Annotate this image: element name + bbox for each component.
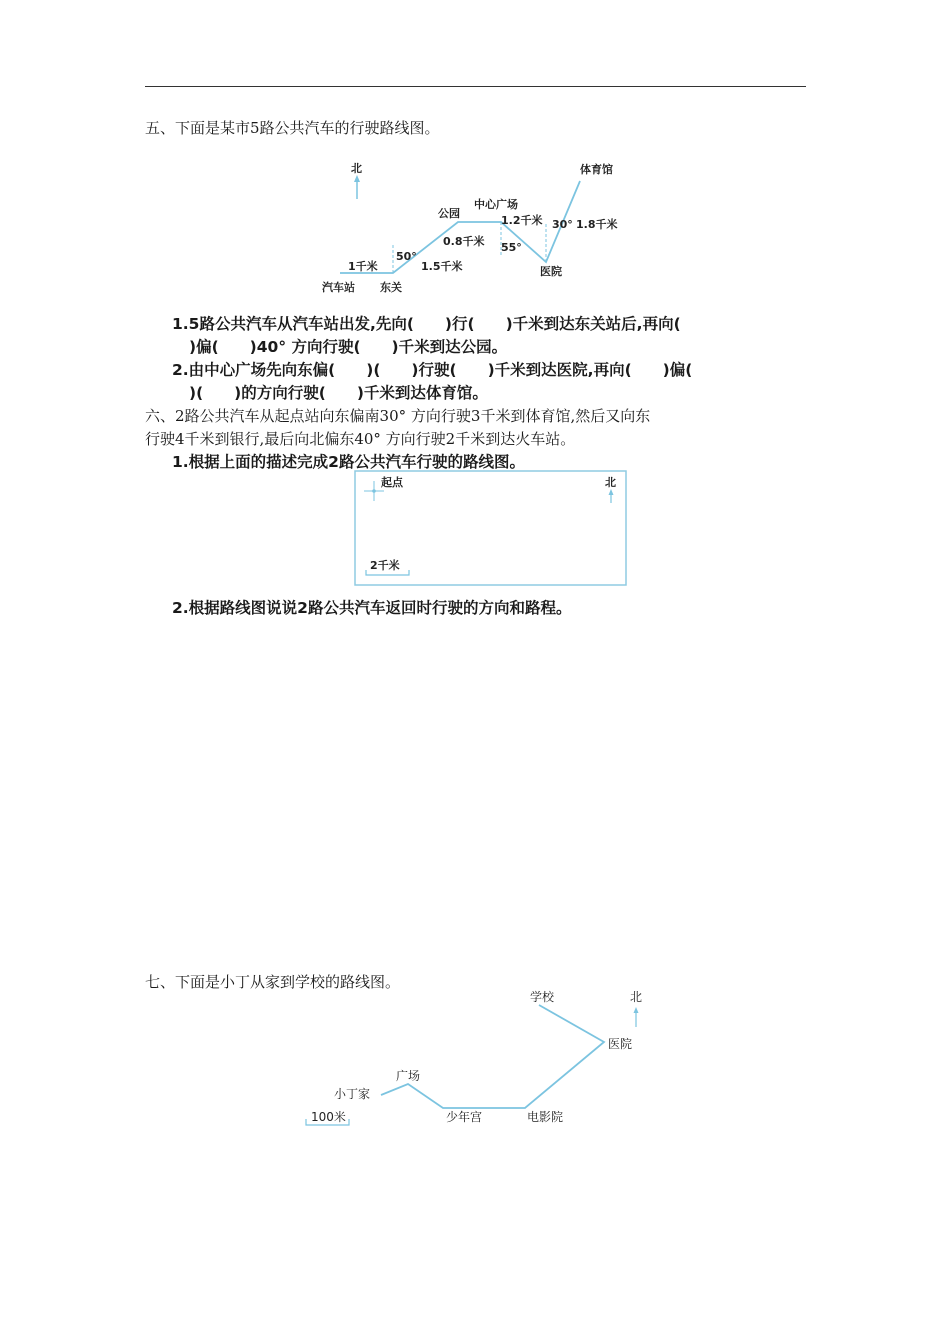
- s6-question1: 1.根据上面的描述完成2路公共汽车行驶的路线图。: [172, 453, 525, 471]
- s5-question1-line2: )偏( )40° 方向行驶( )千米到达公园。: [189, 338, 508, 356]
- section6-heading-line2: 行驶4千米到银行,最后向北偏东40° 方向行驶2千米到达火车站。: [145, 430, 576, 448]
- station-bus-station: 汽车站: [322, 281, 355, 294]
- place-square: 广场: [396, 1069, 421, 1083]
- section6-heading-line1: 六、2路公共汽车从起点站向东偏南30° 方向行驶3千米到体育馆,然后又向东: [145, 407, 651, 425]
- place-home: 小丁家: [334, 1087, 371, 1101]
- station-park: 公园: [438, 207, 460, 220]
- place-cinema: 电影院: [527, 1110, 564, 1124]
- place-hospital: 医院: [608, 1037, 633, 1051]
- section7-heading: 七、下面是小丁从家到学校的路线图。: [145, 973, 401, 991]
- s6-question2: 2.根据路线图说说2路公共汽车返回时行驶的方向和路程。: [172, 599, 572, 617]
- s5-question1-line1: 1.5路公共汽车从汽车站出发,先向( )行( )千米到达东关站后,再向(: [172, 315, 681, 333]
- north-label-3: 北: [630, 990, 643, 1004]
- distance-5: 1.8千米: [576, 218, 618, 231]
- north-label-2: 北: [605, 476, 616, 489]
- s5-question2-line2: )( )的方向行驶( )千米到达体育馆。: [189, 384, 488, 402]
- scale-label-2: 100米: [311, 1110, 346, 1124]
- start-label: 起点: [381, 476, 403, 489]
- place-school: 学校: [530, 990, 555, 1004]
- station-stadium: 体育馆: [580, 163, 613, 176]
- home-to-school-route: [381, 1005, 604, 1108]
- distance-3: 0.8千米: [443, 235, 485, 248]
- angle-30: 30°: [552, 218, 573, 231]
- scale-label: 2千米: [370, 559, 400, 572]
- north-arrow-icon: [634, 1007, 639, 1027]
- s5-question2-line1: 2.由中心广场先向东偏( )( )行驶( )千米到达医院,再向( )偏(: [172, 361, 693, 379]
- north-label: 北: [351, 162, 362, 175]
- angle-50: 50°: [396, 250, 417, 263]
- station-dongguan: 东关: [380, 281, 402, 294]
- distance-4: 1.2千米: [501, 214, 543, 227]
- station-hospital: 医院: [540, 265, 562, 278]
- distance-2: 1.5千米: [421, 260, 463, 273]
- section5-heading: 五、下面是某市5路公共汽车的行驶路线图。: [145, 119, 440, 137]
- station-center-square: 中心广场: [474, 198, 518, 211]
- place-youth-palace: 少年宫: [446, 1110, 483, 1124]
- angle-55: 55°: [501, 241, 522, 254]
- distance-1: 1千米: [348, 260, 378, 273]
